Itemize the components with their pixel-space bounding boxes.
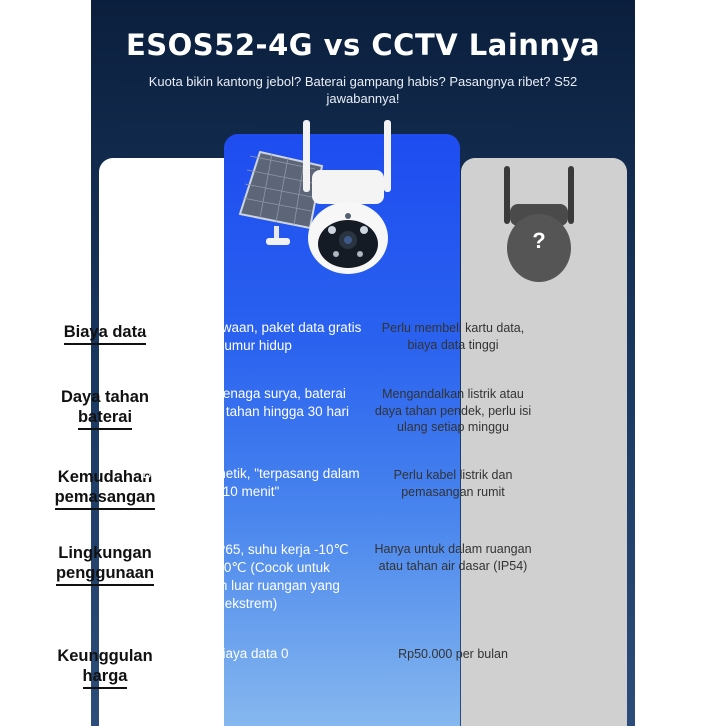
solar-camera-image (232, 118, 422, 278)
s52-daya-tahan-baterai: Pengisian tenaga surya, baterai 10500mAh, tahan hingga 30 hari (153, 386, 349, 419)
s52-kemudahan-pemasangan: Bracket magnetik, "terpasang dalam 10 menit" (142, 466, 360, 499)
s52-keunggulan-harga: Biaya data 0 (213, 646, 289, 661)
generic-cctv-image (494, 164, 584, 288)
comparison-panel (91, 0, 635, 726)
s52-lingkungan-penggunaan: Tahan air IP65, suhu kerja -10℃ hingga 50℃ (Cocok untuk lingkungan luar ruangan yang ekstrem) (153, 542, 349, 611)
s52-biaya-data: Kartu data bawaan, paket data gratis seumur hidup (140, 320, 362, 353)
row-label-kemudahan-pemasangan: Kemudahan pemasangan (10, 467, 200, 510)
row-label-keunggulan-harga: Keunggulan harga (10, 646, 200, 689)
other-lingkungan-penggunaan: Hanya untuk dalam ruangan atau tahan air dasar (IP54) (374, 542, 532, 573)
other-kemudahan-pemasangan: Perlu kabel listrik dan pemasangan rumit (393, 468, 513, 499)
row-label-daya-tahan-baterai: Daya tahan baterai (10, 387, 200, 430)
other-biaya-data: Perlu membeli kartu data, biaya data tinggi (381, 321, 525, 352)
question-mark-icon: ? (532, 228, 546, 253)
other-keunggulan-harga: Rp50.000 per bulan (398, 647, 508, 661)
page-title: ESOS52-4G vs CCTV Lainnya (125, 28, 601, 62)
other-daya-tahan-baterai: Mengandalkan listrik atau daya tahan pendek, perlu isi ulang setiap minggu (374, 387, 532, 434)
row-label-lingkungan-penggunaan: Lingkungan penggunaan (10, 543, 200, 586)
camera-icon (308, 170, 388, 274)
page-subtitle: Kuota bikin kantong jebol? Baterai gampang habis? Pasangnya ribet? S52 jawabannya! (148, 74, 578, 106)
row-label-biaya-data: Biaya data (10, 322, 200, 345)
